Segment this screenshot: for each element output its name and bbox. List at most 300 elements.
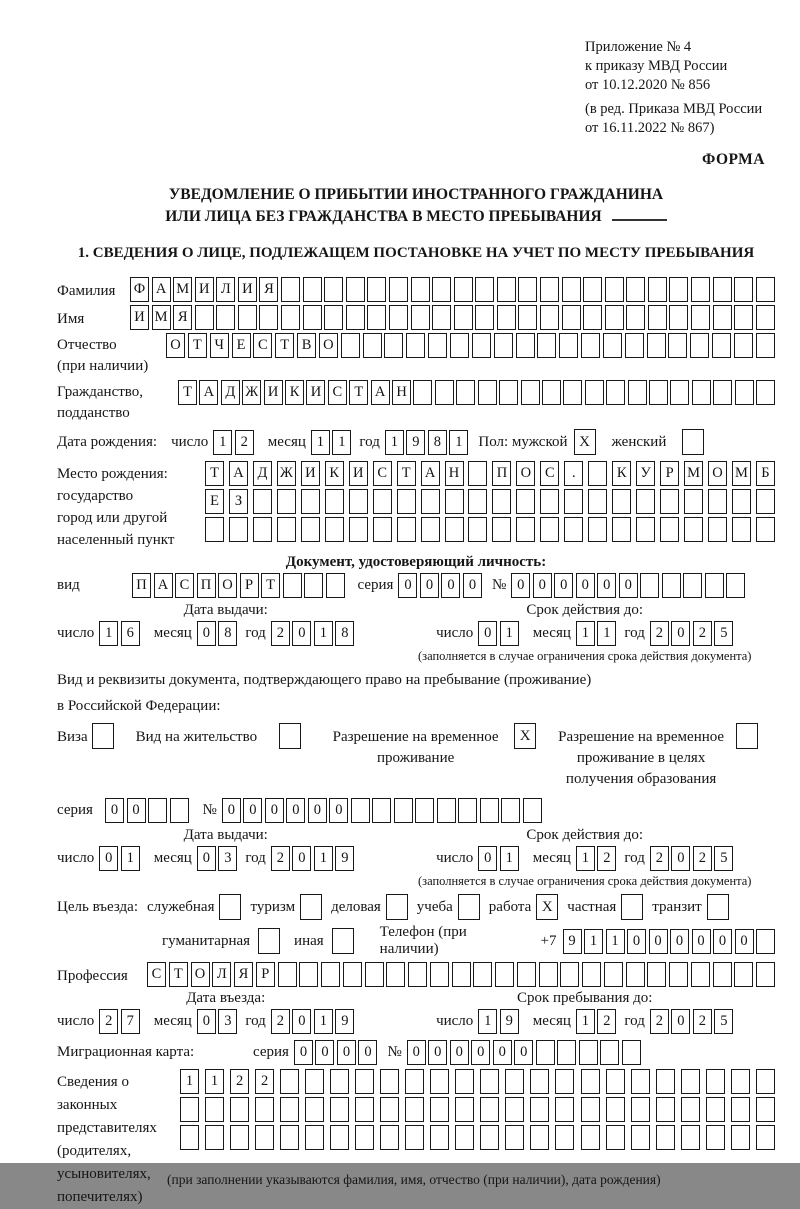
char-cell[interactable] [648, 305, 667, 330]
char-cell[interactable] [708, 517, 727, 542]
char-cell[interactable] [636, 489, 655, 514]
char-cell[interactable]: 5 [714, 846, 733, 871]
char-cell[interactable] [216, 305, 235, 330]
char-cell[interactable] [205, 1097, 224, 1122]
char-cell[interactable] [492, 517, 511, 542]
char-cell[interactable]: П [132, 573, 151, 598]
char-cell[interactable] [559, 333, 578, 358]
char-cell[interactable] [604, 962, 623, 987]
char-cell[interactable]: 2 [693, 846, 712, 871]
char-cell[interactable] [497, 277, 516, 302]
char-cell[interactable] [656, 1069, 675, 1094]
char-cell[interactable]: О [166, 333, 185, 358]
char-cell[interactable] [468, 517, 487, 542]
char-cell[interactable] [555, 1125, 574, 1150]
char-cell[interactable] [205, 517, 224, 542]
char-cell[interactable] [421, 489, 440, 514]
char-cell[interactable] [255, 1125, 274, 1150]
char-cell[interactable]: 0 [243, 798, 262, 823]
char-cell[interactable] [494, 333, 513, 358]
char-cell[interactable] [537, 333, 556, 358]
char-cell[interactable] [756, 305, 775, 330]
char-cell[interactable]: Я [259, 277, 278, 302]
char-cell[interactable] [523, 798, 542, 823]
char-cell[interactable] [435, 380, 454, 405]
char-cell[interactable]: 0 [315, 1040, 334, 1065]
char-cell[interactable] [205, 1125, 224, 1150]
char-cell[interactable]: 2 [255, 1069, 274, 1094]
char-cell[interactable] [411, 277, 430, 302]
char-cell[interactable] [625, 333, 644, 358]
char-cell[interactable]: 0 [463, 573, 482, 598]
char-cell[interactable] [564, 517, 583, 542]
char-cell[interactable] [432, 277, 451, 302]
char-cell[interactable]: 9 [335, 1009, 354, 1034]
char-cell[interactable] [301, 517, 320, 542]
char-cell[interactable] [536, 1040, 555, 1065]
purpose-transit-checkbox[interactable] [707, 894, 729, 920]
char-cell[interactable]: Л [216, 277, 235, 302]
char-cell[interactable]: О [708, 461, 727, 486]
char-cell[interactable]: 0 [627, 929, 646, 954]
char-cell[interactable]: И [301, 461, 320, 486]
char-cell[interactable]: 1 [576, 1009, 595, 1034]
char-cell[interactable] [681, 1069, 700, 1094]
char-cell[interactable] [501, 798, 520, 823]
char-cell[interactable] [516, 517, 535, 542]
char-cell[interactable]: Т [188, 333, 207, 358]
char-cell[interactable] [238, 305, 257, 330]
char-cell[interactable] [732, 489, 751, 514]
char-cell[interactable]: 1 [121, 846, 140, 871]
char-cell[interactable] [734, 962, 753, 987]
char-cell[interactable]: А [371, 380, 390, 405]
char-cell[interactable]: 8 [335, 621, 354, 646]
char-cell[interactable] [480, 1069, 499, 1094]
char-cell[interactable] [555, 1097, 574, 1122]
char-cell[interactable]: 0 [308, 798, 327, 823]
char-cell[interactable] [405, 1097, 424, 1122]
char-cell[interactable]: 0 [735, 929, 754, 954]
char-cell[interactable] [411, 305, 430, 330]
visa-checkbox[interactable] [92, 723, 114, 749]
char-cell[interactable] [756, 1069, 775, 1094]
char-cell[interactable] [253, 517, 272, 542]
char-cell[interactable] [472, 333, 491, 358]
char-cell[interactable]: 7 [121, 1009, 140, 1034]
char-cell[interactable] [540, 277, 559, 302]
char-cell[interactable] [230, 1125, 249, 1150]
char-cell[interactable]: 0 [127, 798, 146, 823]
char-cell[interactable]: С [147, 962, 166, 987]
char-cell[interactable] [581, 333, 600, 358]
char-cell[interactable]: Ж [277, 461, 296, 486]
char-cell[interactable] [731, 1097, 750, 1122]
char-cell[interactable]: 9 [500, 1009, 519, 1034]
char-cell[interactable] [277, 489, 296, 514]
char-cell[interactable] [681, 1125, 700, 1150]
char-cell[interactable] [283, 573, 302, 598]
char-cell[interactable]: С [175, 573, 194, 598]
char-cell[interactable]: 0 [428, 1040, 447, 1065]
char-cell[interactable] [628, 380, 647, 405]
char-cell[interactable] [430, 962, 449, 987]
char-cell[interactable]: 0 [99, 846, 118, 871]
char-cell[interactable] [324, 305, 343, 330]
char-cell[interactable]: О [319, 333, 338, 358]
char-cell[interactable] [692, 380, 711, 405]
char-cell[interactable]: Т [178, 380, 197, 405]
char-cell[interactable] [413, 380, 432, 405]
purpose-official-checkbox[interactable] [219, 894, 241, 920]
char-cell[interactable]: 1 [576, 846, 595, 871]
char-cell[interactable]: Т [397, 461, 416, 486]
char-cell[interactable] [278, 962, 297, 987]
char-cell[interactable]: 1 [500, 846, 519, 871]
char-cell[interactable]: М [152, 305, 171, 330]
purpose-work-checkbox[interactable]: X [536, 894, 558, 920]
char-cell[interactable] [516, 333, 535, 358]
char-cell[interactable]: П [197, 573, 216, 598]
char-cell[interactable]: 1 [180, 1069, 199, 1094]
char-cell[interactable]: 3 [218, 1009, 237, 1034]
char-cell[interactable]: 1 [332, 430, 351, 455]
purpose-tourism-checkbox[interactable] [300, 894, 322, 920]
char-cell[interactable]: 8 [218, 621, 237, 646]
char-cell[interactable] [731, 1125, 750, 1150]
char-cell[interactable] [581, 1125, 600, 1150]
char-cell[interactable] [683, 573, 702, 598]
char-cell[interactable]: 9 [563, 929, 582, 954]
char-cell[interactable]: Р [256, 962, 275, 987]
char-cell[interactable] [499, 380, 518, 405]
char-cell[interactable] [349, 517, 368, 542]
char-cell[interactable]: 2 [235, 430, 254, 455]
char-cell[interactable] [281, 277, 300, 302]
char-cell[interactable]: 1 [314, 846, 333, 871]
char-cell[interactable] [530, 1069, 549, 1094]
char-cell[interactable]: 0 [292, 846, 311, 871]
char-cell[interactable]: 1 [99, 621, 118, 646]
char-cell[interactable]: Р [660, 461, 679, 486]
char-cell[interactable] [230, 1097, 249, 1122]
char-cell[interactable] [603, 333, 622, 358]
char-cell[interactable] [445, 517, 464, 542]
char-cell[interactable] [640, 573, 659, 598]
char-cell[interactable] [713, 305, 732, 330]
char-cell[interactable]: Т [349, 380, 368, 405]
char-cell[interactable] [582, 962, 601, 987]
char-cell[interactable] [605, 305, 624, 330]
char-cell[interactable]: 0 [265, 798, 284, 823]
char-cell[interactable]: П [492, 461, 511, 486]
char-cell[interactable]: И [238, 277, 257, 302]
char-cell[interactable] [560, 962, 579, 987]
char-cell[interactable] [299, 962, 318, 987]
char-cell[interactable] [341, 333, 360, 358]
char-cell[interactable] [756, 1125, 775, 1150]
char-cell[interactable] [305, 1125, 324, 1150]
char-cell[interactable]: 1 [576, 621, 595, 646]
char-cell[interactable]: 0 [670, 929, 689, 954]
char-cell[interactable]: 0 [671, 621, 690, 646]
char-cell[interactable] [756, 962, 775, 987]
char-cell[interactable] [253, 489, 272, 514]
char-cell[interactable] [734, 333, 753, 358]
char-cell[interactable] [756, 489, 775, 514]
char-cell[interactable] [649, 380, 668, 405]
char-cell[interactable]: 0 [292, 1009, 311, 1034]
char-cell[interactable] [454, 277, 473, 302]
char-cell[interactable]: В [297, 333, 316, 358]
char-cell[interactable]: . [564, 461, 583, 486]
char-cell[interactable] [355, 1125, 374, 1150]
char-cell[interactable] [406, 333, 425, 358]
char-cell[interactable]: 0 [576, 573, 595, 598]
char-cell[interactable]: 0 [649, 929, 668, 954]
char-cell[interactable] [405, 1125, 424, 1150]
char-cell[interactable] [735, 380, 754, 405]
char-cell[interactable]: З [229, 489, 248, 514]
char-cell[interactable] [518, 277, 537, 302]
char-cell[interactable] [734, 305, 753, 330]
char-cell[interactable]: Т [169, 962, 188, 987]
char-cell[interactable] [648, 277, 667, 302]
char-cell[interactable]: К [612, 461, 631, 486]
char-cell[interactable]: 0 [105, 798, 124, 823]
temp-residence-checkbox[interactable]: X [514, 723, 536, 749]
char-cell[interactable]: А [152, 277, 171, 302]
char-cell[interactable] [530, 1097, 549, 1122]
char-cell[interactable]: 1 [449, 430, 468, 455]
char-cell[interactable] [505, 1069, 524, 1094]
char-cell[interactable]: 0 [197, 846, 216, 871]
char-cell[interactable]: 1 [597, 621, 616, 646]
purpose-other-checkbox[interactable] [332, 928, 354, 954]
char-cell[interactable] [428, 333, 447, 358]
char-cell[interactable]: 0 [197, 621, 216, 646]
char-cell[interactable]: 6 [121, 621, 140, 646]
char-cell[interactable]: 0 [222, 798, 241, 823]
char-cell[interactable] [540, 305, 559, 330]
char-cell[interactable] [421, 517, 440, 542]
char-cell[interactable]: 1 [478, 1009, 497, 1034]
char-cell[interactable]: Н [392, 380, 411, 405]
char-cell[interactable] [756, 1097, 775, 1122]
char-cell[interactable]: 0 [450, 1040, 469, 1065]
char-cell[interactable] [626, 277, 645, 302]
char-cell[interactable]: 1 [205, 1069, 224, 1094]
char-cell[interactable] [588, 461, 607, 486]
char-cell[interactable]: И [349, 461, 368, 486]
char-cell[interactable]: 2 [650, 621, 669, 646]
purpose-study-checkbox[interactable] [458, 894, 480, 920]
char-cell[interactable] [495, 962, 514, 987]
char-cell[interactable]: К [325, 461, 344, 486]
char-cell[interactable]: Ж [242, 380, 261, 405]
char-cell[interactable] [626, 305, 645, 330]
char-cell[interactable] [756, 517, 775, 542]
char-cell[interactable]: Ч [210, 333, 229, 358]
char-cell[interactable]: 0 [493, 1040, 512, 1065]
char-cell[interactable] [684, 489, 703, 514]
char-cell[interactable] [363, 333, 382, 358]
char-cell[interactable] [450, 333, 469, 358]
char-cell[interactable] [647, 333, 666, 358]
char-cell[interactable]: И [306, 380, 325, 405]
char-cell[interactable] [430, 1097, 449, 1122]
char-cell[interactable] [606, 1125, 625, 1150]
char-cell[interactable] [539, 962, 558, 987]
char-cell[interactable] [636, 517, 655, 542]
char-cell[interactable] [301, 489, 320, 514]
char-cell[interactable]: А [229, 461, 248, 486]
char-cell[interactable] [540, 489, 559, 514]
char-cell[interactable] [583, 305, 602, 330]
char-cell[interactable] [631, 1097, 650, 1122]
char-cell[interactable] [229, 517, 248, 542]
char-cell[interactable] [255, 1097, 274, 1122]
char-cell[interactable]: 2 [693, 621, 712, 646]
purpose-business-checkbox[interactable] [386, 894, 408, 920]
char-cell[interactable] [480, 1125, 499, 1150]
char-cell[interactable] [365, 962, 384, 987]
char-cell[interactable] [726, 573, 745, 598]
char-cell[interactable] [195, 305, 214, 330]
char-cell[interactable]: 0 [671, 1009, 690, 1034]
char-cell[interactable]: А [421, 461, 440, 486]
char-cell[interactable]: И [264, 380, 283, 405]
char-cell[interactable] [343, 962, 362, 987]
char-cell[interactable] [626, 962, 645, 987]
char-cell[interactable]: Т [205, 461, 224, 486]
char-cell[interactable]: 1 [213, 430, 232, 455]
char-cell[interactable]: 0 [337, 1040, 356, 1065]
char-cell[interactable] [326, 573, 345, 598]
char-cell[interactable]: О [191, 962, 210, 987]
char-cell[interactable]: 2 [99, 1009, 118, 1034]
char-cell[interactable]: О [218, 573, 237, 598]
char-cell[interactable] [497, 305, 516, 330]
char-cell[interactable]: С [540, 461, 559, 486]
sex-male-checkbox[interactable]: X [574, 429, 596, 455]
char-cell[interactable]: М [684, 461, 703, 486]
char-cell[interactable] [756, 333, 775, 358]
char-cell[interactable]: 2 [597, 1009, 616, 1034]
purpose-humanitarian-checkbox[interactable] [258, 928, 280, 954]
char-cell[interactable] [452, 962, 471, 987]
char-cell[interactable] [713, 380, 732, 405]
char-cell[interactable] [405, 1069, 424, 1094]
char-cell[interactable] [305, 1097, 324, 1122]
char-cell[interactable] [581, 1097, 600, 1122]
char-cell[interactable] [408, 962, 427, 987]
char-cell[interactable] [355, 1069, 374, 1094]
char-cell[interactable] [756, 277, 775, 302]
char-cell[interactable] [516, 489, 535, 514]
char-cell[interactable]: 2 [271, 1009, 290, 1034]
char-cell[interactable] [588, 489, 607, 514]
char-cell[interactable] [389, 305, 408, 330]
char-cell[interactable]: Я [173, 305, 192, 330]
char-cell[interactable] [456, 380, 475, 405]
char-cell[interactable]: 0 [511, 573, 530, 598]
char-cell[interactable]: 3 [218, 846, 237, 871]
char-cell[interactable] [281, 305, 300, 330]
char-cell[interactable] [712, 333, 731, 358]
char-cell[interactable] [492, 489, 511, 514]
char-cell[interactable] [389, 277, 408, 302]
char-cell[interactable] [355, 1097, 374, 1122]
char-cell[interactable]: И [195, 277, 214, 302]
char-cell[interactable]: 2 [230, 1069, 249, 1094]
char-cell[interactable] [585, 380, 604, 405]
char-cell[interactable] [280, 1069, 299, 1094]
char-cell[interactable] [631, 1125, 650, 1150]
char-cell[interactable]: 0 [597, 573, 616, 598]
char-cell[interactable] [606, 380, 625, 405]
char-cell[interactable]: 0 [713, 929, 732, 954]
char-cell[interactable] [660, 517, 679, 542]
char-cell[interactable]: 1 [311, 430, 330, 455]
char-cell[interactable]: 2 [271, 846, 290, 871]
char-cell[interactable]: 0 [478, 621, 497, 646]
char-cell[interactable] [691, 277, 710, 302]
char-cell[interactable]: 0 [478, 846, 497, 871]
char-cell[interactable] [656, 1125, 675, 1150]
char-cell[interactable] [691, 305, 710, 330]
char-cell[interactable]: 1 [385, 430, 404, 455]
char-cell[interactable] [373, 517, 392, 542]
char-cell[interactable] [397, 517, 416, 542]
char-cell[interactable]: 2 [650, 846, 669, 871]
char-cell[interactable] [581, 1069, 600, 1094]
char-cell[interactable] [562, 305, 581, 330]
char-cell[interactable] [564, 489, 583, 514]
char-cell[interactable]: А [199, 380, 218, 405]
char-cell[interactable] [631, 1069, 650, 1094]
char-cell[interactable]: Р [240, 573, 259, 598]
char-cell[interactable]: Е [232, 333, 251, 358]
char-cell[interactable]: С [253, 333, 272, 358]
char-cell[interactable]: 0 [554, 573, 573, 598]
char-cell[interactable]: К [285, 380, 304, 405]
char-cell[interactable] [660, 489, 679, 514]
char-cell[interactable]: 0 [294, 1040, 313, 1065]
char-cell[interactable]: А [154, 573, 173, 598]
char-cell[interactable] [505, 1097, 524, 1122]
char-cell[interactable] [542, 380, 561, 405]
char-cell[interactable] [475, 277, 494, 302]
char-cell[interactable]: Ф [130, 277, 149, 302]
char-cell[interactable] [386, 962, 405, 987]
char-cell[interactable] [458, 798, 477, 823]
char-cell[interactable]: 0 [398, 573, 417, 598]
char-cell[interactable] [480, 798, 499, 823]
char-cell[interactable] [647, 962, 666, 987]
char-cell[interactable] [706, 1097, 725, 1122]
char-cell[interactable] [468, 461, 487, 486]
char-cell[interactable] [521, 380, 540, 405]
char-cell[interactable] [475, 305, 494, 330]
char-cell[interactable]: 9 [335, 846, 354, 871]
char-cell[interactable]: 5 [714, 621, 733, 646]
char-cell[interactable] [530, 1125, 549, 1150]
char-cell[interactable] [505, 1125, 524, 1150]
char-cell[interactable]: Д [221, 380, 240, 405]
char-cell[interactable] [706, 1125, 725, 1150]
char-cell[interactable]: Т [261, 573, 280, 598]
